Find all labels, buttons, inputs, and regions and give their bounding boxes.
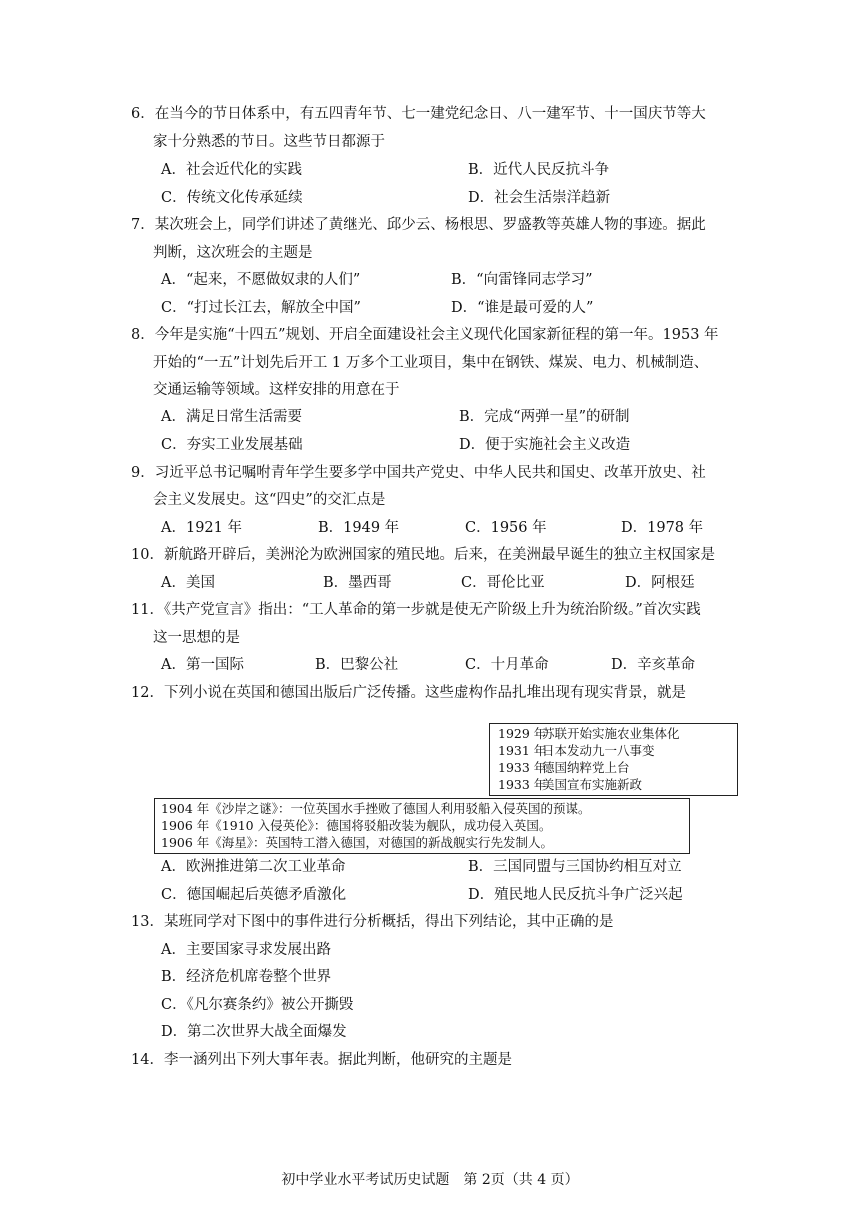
- question-10-option-c: C．哥伦比亚: [461, 575, 545, 591]
- timeline-row: [498, 759, 737, 776]
- question-13-stem-line-1: 13．某班同学对下图中的事件进行分析概括，得出下列结论，其中正确的是: [131, 914, 614, 930]
- question-7-stem-line-2: 判断，这次班会的主题是: [153, 245, 313, 261]
- question-13-option-c: C．《凡尔赛条约》被公开撕毁: [161, 997, 354, 1013]
- timeline-year: 1933 年: [498, 777, 547, 792]
- question-8-stem-line-1: 8．今年是实施“十四五”规划、开启全面建设社会主义现代化国家新征程的第一年。1953 年: [131, 327, 719, 343]
- question-9-option-c: C．1956 年: [465, 520, 547, 536]
- question-8-stem-line-2: 开始的“一五”计划先后开工 1 万多个工业项目，集中在钢铁、煤炭、电力、机械制造、: [153, 355, 709, 371]
- question-13-option-a: A．主要国家寻求发展出路: [161, 942, 331, 958]
- question-11-option-a: A．第一国际: [161, 657, 244, 673]
- question-9-option-a: A．1921 年: [161, 520, 242, 536]
- question-8-stem-line-3: 交通运输等领域。这样安排的用意在于: [153, 382, 400, 398]
- question-8-option-a: A．满足日常生活需要: [161, 409, 302, 425]
- question-12-option-b: B．三国同盟与三国协约相互对立: [468, 859, 682, 875]
- question-11-option-b: B．巴黎公社: [315, 657, 399, 673]
- question-6-stem-line-1: 6．在当今的节日体系中，有五四青年节、七一建党纪念日、八一建军节、十一国庆节等大: [131, 106, 706, 122]
- question-6-option-c: C．传统文化传承延续: [161, 190, 303, 206]
- question-9-stem-line-2: 会主义发展史。这“四史”的交汇点是: [153, 492, 386, 508]
- question-6-option-d: D．社会生活崇洋趋新: [468, 190, 611, 206]
- question-7-option-a: A．“起来，不愿做奴隶的人们”: [161, 272, 361, 288]
- question-12-option-a: A．欧洲推进第二次工业革命: [161, 859, 346, 875]
- timeline-event: 美国宣布实施新政: [542, 777, 643, 792]
- question-13-option-b: B．经济危机席卷整个世界: [161, 969, 332, 985]
- timeline-row: [498, 776, 737, 793]
- novel-entry: 1906 年《海星》：英国特工潜入德国，对德国的新战舰实行先发制人。: [161, 835, 554, 850]
- timeline-event: 苏联开始实施农业集体化: [542, 726, 680, 741]
- question-9-stem-line-1: 9．习近平总书记嘱咐青年学生要多学中国共产党史、中华人民共和国史、改革开放史、社: [131, 465, 706, 481]
- novel-entry: 1904 年《沙岸之谜》：一位英国水手挫败了德国人利用驳船入侵英国的预谋。: [161, 801, 591, 816]
- question-11-stem-line-2: 这一思想的是: [153, 630, 240, 646]
- novel-entry: 1906 年《1910 入侵英伦》：德国将驳船改装为舰队，成功侵入英国。: [161, 818, 552, 833]
- page-footer: 初中学业水平考试历史试题 第 2页（共 4 页）: [281, 1172, 579, 1188]
- timeline-year: 1933 年: [498, 760, 547, 775]
- question-12-option-c: C．德国崛起后英德矛盾激化: [161, 887, 347, 903]
- question-8-option-c: C．夯实工业发展基础: [161, 437, 303, 453]
- question-14-stem-line-1: 14．李一涵列出下列大事年表。据此判断，他研究的主题是: [131, 1052, 512, 1068]
- question-9-option-d: D．1978 年: [621, 520, 704, 536]
- timeline-row: [498, 725, 737, 742]
- timeline-event: 日本发动九一八事变: [542, 743, 655, 758]
- question-6-option-b: B．近代人民反抗斗争: [468, 162, 610, 178]
- question-7-option-d: D．“谁是最可爱的人”: [451, 300, 594, 316]
- question-11-stem-line-1: 11．《共产党宣言》指出：“工人革命的第一步就是使无产阶级上升为统治阶级。”首次实践: [131, 602, 701, 618]
- question-12-stem-line-1: 12．下列小说在英国和德国出版后广泛传播。这些虚构作品扎堆出现有现实背景，就是: [131, 685, 686, 701]
- timeline-event: 德国纳粹党上台: [542, 760, 630, 775]
- timeline-year: 1929 年: [498, 726, 547, 741]
- question-7-stem-line-1: 7．某次班会上，同学们讲述了黄继光、邱少云、杨根思、罗盛教等英雄人物的事迹。据此: [131, 217, 706, 233]
- novels-material-box: [154, 798, 690, 854]
- question-6-stem-line-2: 家十分熟悉的节日。这些节日都源于: [153, 134, 385, 150]
- question-8-option-d: D．便于实施社会主义改造: [459, 437, 631, 453]
- question-10-stem-line-1: 10．新航路开辟后，美洲沦为欧洲国家的殖民地。后来，在美洲最早诞生的独立主权国家是: [131, 547, 715, 563]
- timeline-figure-box: [489, 723, 738, 796]
- question-6-option-a: A．社会近代化的实践: [161, 162, 302, 178]
- question-7-option-c: C．“打过长江去，解放全中国”: [161, 300, 361, 316]
- question-9-option-b: B．1949 年: [318, 520, 400, 536]
- question-11-option-d: D．辛亥革命: [611, 657, 696, 673]
- question-8-option-b: B．完成“两弹一星”的研制: [459, 409, 630, 425]
- question-10-option-b: B．墨西哥: [323, 575, 392, 591]
- question-11-option-c: C．十月革命: [465, 657, 549, 673]
- timeline-year: 1931 年: [498, 743, 547, 758]
- question-13-option-d: D．第二次世界大战全面爆发: [161, 1024, 347, 1040]
- timeline-row: [498, 742, 737, 759]
- question-12-option-d: D．殖民地人民反抗斗争广泛兴起: [468, 887, 683, 903]
- question-10-option-a: A．美国: [161, 575, 215, 591]
- question-10-option-d: D．阿根廷: [625, 575, 695, 591]
- question-7-option-b: B．“向雷锋同志学习”: [451, 272, 593, 288]
